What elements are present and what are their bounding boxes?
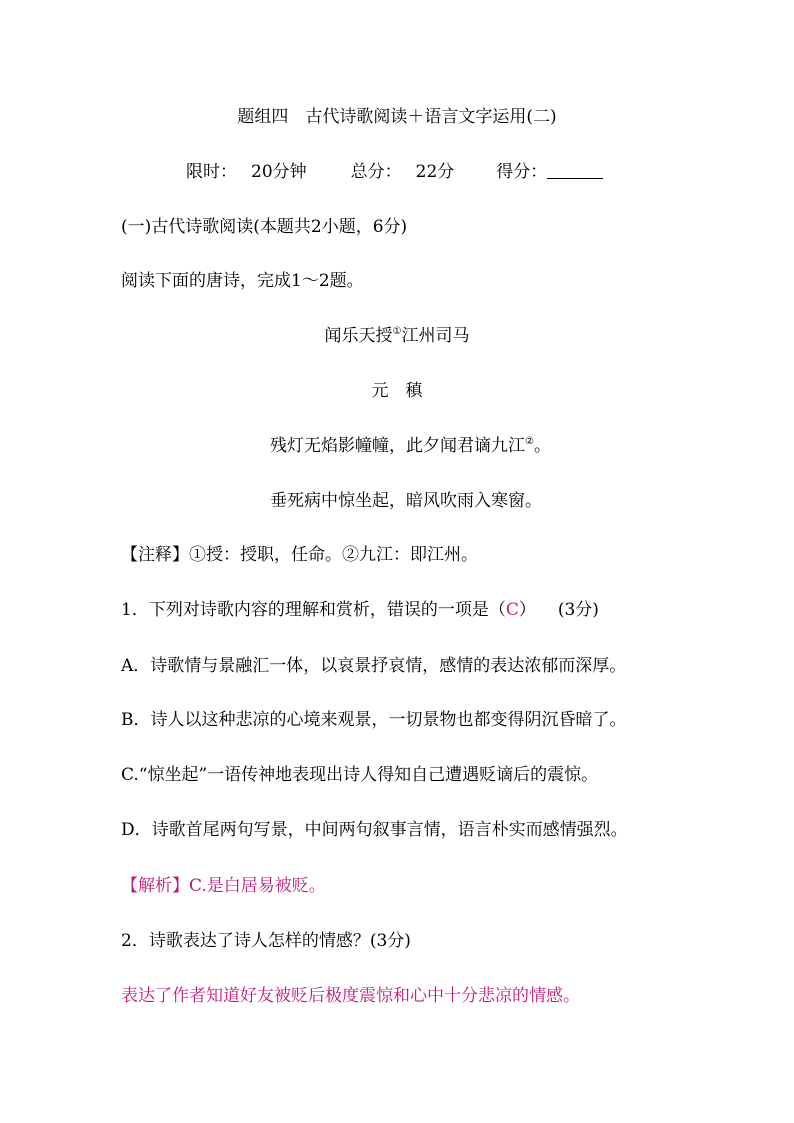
instruction-text: 阅读下面的唐诗，完成1～2题。 [121, 271, 364, 291]
total-label: 总分： [350, 162, 402, 182]
question-2-stem: 2．诗歌表达了诗人怎样的情感？(3分) [121, 931, 411, 951]
exam-meta [186, 161, 603, 183]
question-text-end: ） [518, 600, 536, 620]
poem-line [270, 435, 551, 457]
option-b: B．诗人以这种悲凉的心境来观景，一切景物也都变得阴沉昏暗了。 [121, 710, 627, 730]
question-1-stem [121, 599, 599, 621]
answer-text: 表达了作者知道好友被贬后极度震惊和心中十分悲凉的情感。 [121, 986, 580, 1006]
option-a: A．诗歌情与景融汇一体，以哀景抒哀情，感情的表达浓郁而深厚。 [121, 656, 627, 676]
time-label: 限时： [186, 162, 237, 182]
poem-line-end: 。 [533, 436, 551, 456]
poem-title-text-end: 江州司马 [401, 326, 470, 346]
footnote-marker: ② [525, 436, 534, 447]
option-d: D．诗歌首尾两句写景，中间两句叙事言情，语言朴实而感情强烈。 [121, 820, 628, 840]
section-heading: (一)古代诗歌阅读(本题共2小题，6分) [121, 217, 408, 237]
poem-title-text: 闻乐天授 [324, 326, 393, 346]
annotation-notes: 【注释】①授：授职，任命。②九江：即江州。 [121, 545, 478, 565]
option-c: C.“惊坐起”一语传神地表现出诗人得知自己遭遇贬谪后的震惊。 [121, 765, 599, 785]
footnote-marker: ① [392, 326, 402, 337]
poem-line: 垂死病中惊坐起，暗风吹雨入寒窗。 [270, 491, 542, 511]
question-text: 1．下列对诗歌内容的理解和赏析，错误的一项是（ [121, 600, 506, 620]
question-points: (3分) [557, 600, 599, 620]
time-value: 20分钟 [251, 162, 307, 182]
poem-title [0, 325, 794, 347]
answer-text: C [505, 600, 519, 620]
analysis-text: 【解析】C.是白居易被贬。 [121, 876, 326, 896]
total-value: 22分 [415, 162, 455, 182]
score-blank [547, 162, 603, 179]
poem-author: 元 稹 [371, 381, 423, 401]
score-label: 得分： [496, 162, 548, 182]
poem-line-text: 残灯无焰影幢幢，此夕闻君谪九江 [270, 436, 525, 456]
page-title: 题组四 古代诗歌阅读＋语言文字运用(二) [237, 107, 557, 127]
